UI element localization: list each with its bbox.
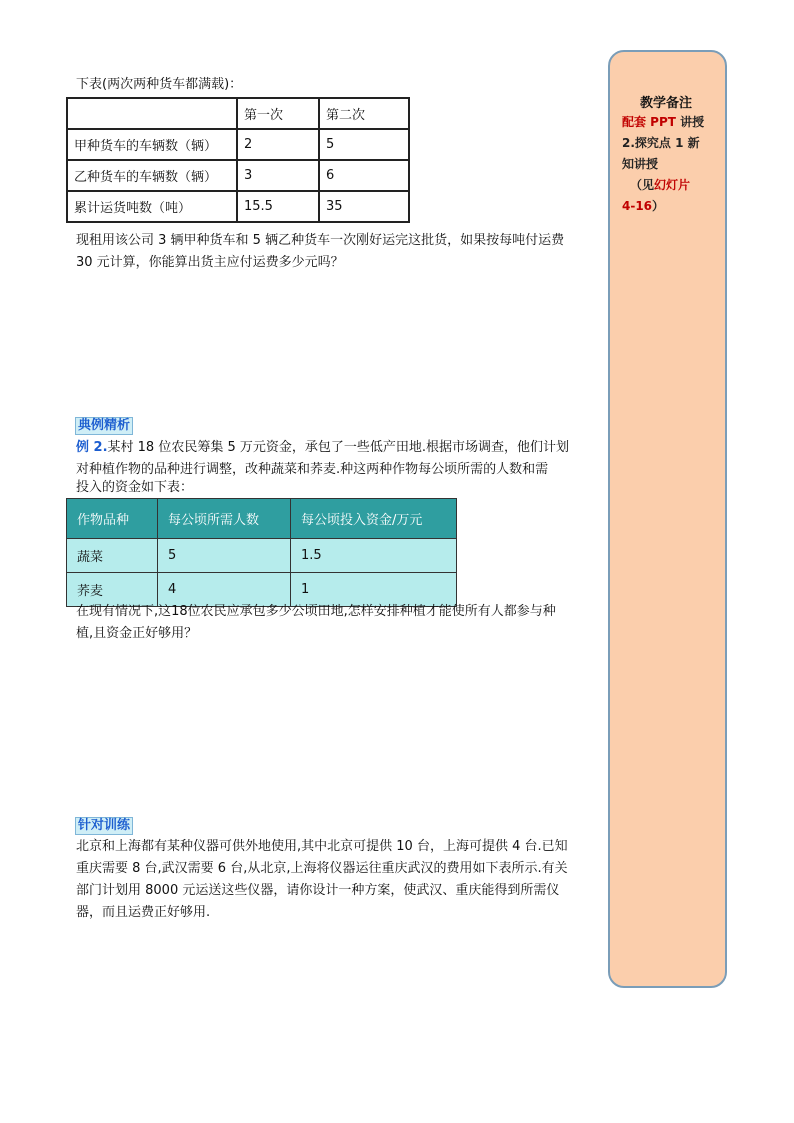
table-row bbox=[67, 160, 409, 191]
table-cell: 1.5 bbox=[291, 539, 457, 573]
table-cell: 15.5 bbox=[237, 191, 319, 222]
question1-line2: 30 元计算，你能算出货主应付运费多少元吗？ bbox=[76, 255, 344, 270]
table-cell: 4 bbox=[158, 573, 291, 607]
sidebar-line-2: 2.探究点 1 新 bbox=[622, 136, 700, 150]
sidebar-line-3: 知讲授 bbox=[622, 157, 659, 171]
table-row bbox=[67, 499, 457, 539]
section-tag-training: 针对训练 bbox=[75, 817, 133, 835]
example2-text: 某村 18 位农民筹集 5 万元资金，承包了一些低产田地.根据市场调查，他们计划 bbox=[107, 440, 569, 455]
teaching-notes-sidebar bbox=[608, 50, 727, 988]
example2-line2: 对种植作物的品种进行调整，改种蔬菜和荞麦.种这两种作物每公顷所需的人数和需 bbox=[76, 462, 549, 477]
table-cell: 2 bbox=[237, 129, 319, 160]
table-row bbox=[67, 191, 409, 222]
table-cell: 累计运货吨数（吨） bbox=[67, 191, 237, 222]
section-tag-example: 典例精析 bbox=[75, 417, 133, 435]
crop-table bbox=[66, 498, 457, 607]
table-cell: 乙种货车的车辆数（辆） bbox=[67, 160, 237, 191]
table-row bbox=[67, 539, 457, 573]
sidebar-text: 讲授 bbox=[675, 115, 705, 129]
training-line1: 北京和上海都有某种仪器可供外地使用,其中北京可提供 10 台，上海可提供 4 台.已知 bbox=[76, 839, 568, 854]
table-cell: 5 bbox=[158, 539, 291, 573]
table-header-cell: 第二次 bbox=[319, 98, 409, 129]
table-cell: 3 bbox=[237, 160, 319, 191]
table-header-cell bbox=[67, 98, 237, 129]
table-header-cell: 每公顷投入资金/万元 bbox=[291, 499, 457, 539]
table-header-cell: 第一次 bbox=[237, 98, 319, 129]
table-intro: 下表(两次两种货车都满载)： bbox=[76, 77, 243, 92]
sidebar-text: （见 bbox=[630, 178, 655, 192]
sidebar-line-4 bbox=[630, 175, 690, 195]
question1-line1: 现租用该公司 3 辆甲种货车和 5 辆乙种货车一次刚好运完这批货，如果按每吨付运费 bbox=[76, 233, 565, 248]
table-cell: 1 bbox=[291, 573, 457, 607]
training-line4: 器，而且运费正好够用. bbox=[76, 905, 211, 920]
freight-table bbox=[66, 97, 410, 223]
question2-line1: 在现有情况下,这18位农民应承包多少公顷田地,怎样安排种植才能使所有人都参与种 bbox=[76, 604, 556, 619]
sidebar-line-1 bbox=[622, 112, 704, 132]
example2-line3: 投入的资金如下表： bbox=[76, 480, 194, 495]
training-line2: 重庆需要 8 台,武汉需要 6 台,从北京,上海将仪器运往重庆武汉的费用如下表所示.有关 bbox=[76, 861, 568, 876]
example2-line1 bbox=[76, 437, 569, 459]
sidebar-slide-range: 4-16 bbox=[622, 199, 653, 213]
question2-line2: 植,且资金正好够用？ bbox=[76, 626, 198, 641]
table-cell: 甲种货车的车辆数（辆） bbox=[67, 129, 237, 160]
table-cell: 5 bbox=[319, 129, 409, 160]
example-label: 例 2. bbox=[76, 440, 108, 455]
sidebar-ppt-label: 配套 PPT bbox=[622, 115, 676, 129]
training-line3: 部门计划用 8000 元运送这些仪器，请你设计一种方案，使武汉、重庆能得到所需仪 bbox=[76, 883, 560, 898]
table-header-cell: 作物品种 bbox=[67, 499, 158, 539]
table-row bbox=[67, 129, 409, 160]
table-cell: 35 bbox=[319, 191, 409, 222]
sidebar-line-5 bbox=[622, 196, 664, 216]
sidebar-title: 教学备注 bbox=[640, 96, 693, 111]
table-cell: 荞麦 bbox=[67, 573, 158, 607]
table-cell: 6 bbox=[319, 160, 409, 191]
sidebar-text: ） bbox=[652, 199, 665, 213]
table-cell: 蔬菜 bbox=[67, 539, 158, 573]
sidebar-slides-label: 幻灯片 bbox=[654, 178, 691, 192]
table-header-cell: 每公顷所需人数 bbox=[158, 499, 291, 539]
table-row bbox=[67, 98, 409, 129]
